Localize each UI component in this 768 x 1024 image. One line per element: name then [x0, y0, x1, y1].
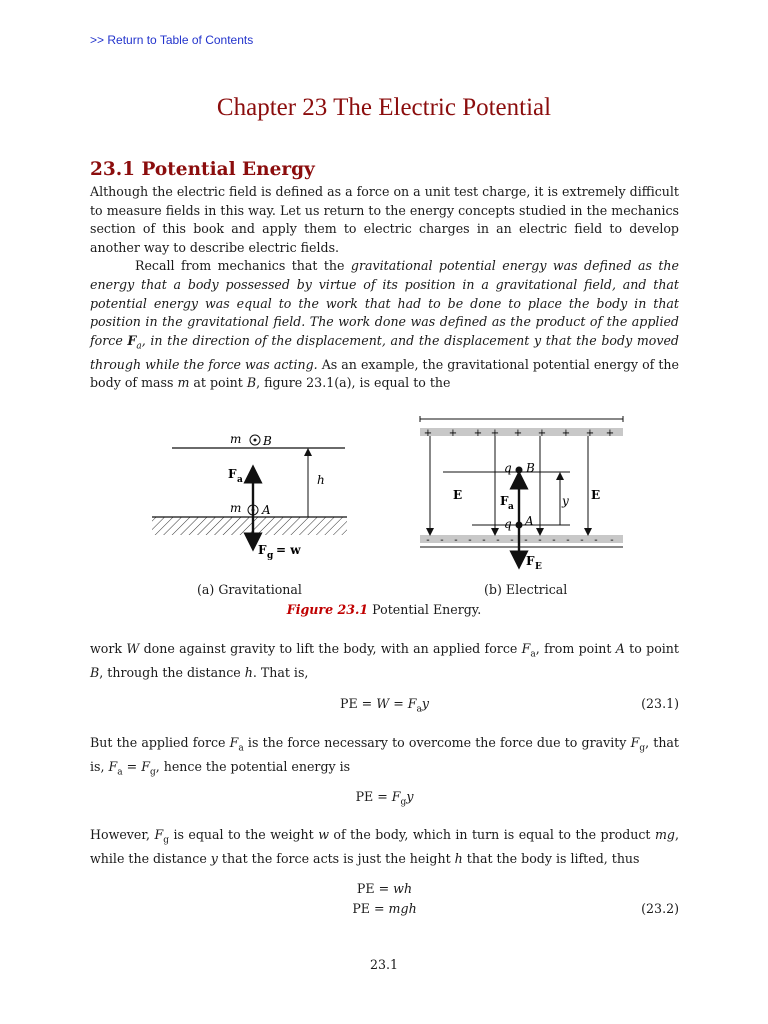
svg-text:g: g: [267, 551, 274, 561]
equation-pe-wh: PE = wh: [356, 881, 413, 896]
label-fa-b: F: [500, 494, 509, 508]
intro-paragraphs: [90, 183, 679, 393]
svg-text:-: -: [566, 535, 570, 546]
svg-text:+: +: [490, 428, 500, 439]
label-h: h: [317, 473, 325, 487]
svg-text:a: a: [508, 502, 514, 512]
label-fg: F: [258, 543, 267, 557]
equation-number: (23.2): [641, 901, 679, 916]
label-e-left: E: [453, 488, 463, 502]
gravitational-diagram: [152, 432, 347, 561]
charge-at-b: [516, 467, 523, 474]
subcaption-b: (b) Electrical: [484, 582, 568, 597]
label-b-b: B: [526, 461, 535, 475]
svg-text:-: -: [538, 535, 542, 546]
svg-text:-: -: [594, 535, 598, 546]
figure-23-1-diagram: [140, 414, 640, 584]
paragraph-5: However, $F_g$ is equal to the weight w of the body, which in turn is equal to the product mg, while the distance y that the force acts is just the height h that the body is lifted, thus: [90, 827, 679, 867]
svg-text:+: +: [605, 428, 615, 439]
svg-text:+: +: [448, 428, 458, 439]
figure-caption: Figure 23.1 Potential Energy.: [286, 602, 482, 617]
label-q-bottom: q: [504, 517, 512, 531]
svg-text:= w: = w: [276, 543, 301, 557]
label-q-top: q: [504, 461, 512, 475]
ground-hatch: [152, 517, 347, 535]
svg-text:-: -: [524, 535, 528, 546]
label-a-b: A: [525, 514, 534, 528]
svg-text:-: -: [440, 535, 444, 546]
label-fe: F: [526, 554, 535, 568]
svg-text:+: +: [561, 428, 571, 439]
paragraph-3: work W done against gravity to lift the body, with an applied force $F_a$, from point A to point B, through the distance h. That is,: [90, 641, 679, 681]
paragraph-4: But the applied force $F_a$ is the force necessary to overcome the force due to gravity $F_g$, that is, $F_a = F_g$, hence the potential energy is: [90, 735, 679, 778]
equation-pe-fg: PE = $F_gy$: [355, 789, 414, 808]
svg-text:-: -: [510, 535, 514, 546]
svg-text:+: +: [513, 428, 523, 439]
svg-text:a: a: [237, 475, 243, 485]
equation-23-1: PE = $W = F_ay$ (23.1): [340, 696, 679, 715]
label-fa: F: [228, 467, 237, 481]
chapter-title: Chapter 23 The Electric Potential: [216, 94, 552, 121]
label-b-a: B: [263, 434, 272, 448]
svg-text:+: +: [537, 428, 547, 439]
label-a-a: A: [262, 503, 271, 517]
paragraph-1: Although the electric field is defined as a force on a unit test charge, it is extremely difficult to measure fields in this way. Let us return to the energy concepts studied in the mechanics section of this book and apply them to electric charges in an electric field to develop another way to describe electric fields.: [90, 184, 679, 255]
equation-number: (23.1): [641, 696, 679, 711]
svg-text:-: -: [496, 535, 500, 546]
svg-text:-: -: [482, 535, 486, 546]
label-y: y: [562, 494, 569, 508]
svg-text:+: +: [423, 428, 433, 439]
page-number: 23.1: [369, 957, 399, 972]
label-m-bottom: m: [230, 501, 242, 515]
svg-text:-: -: [580, 535, 584, 546]
negative-plate: [420, 535, 623, 543]
equation-23-2: PE = mgh (23.2): [352, 901, 679, 916]
label-m-top: m: [230, 432, 242, 446]
plus-signs: [424, 428, 614, 439]
paragraph-2: Recall from mechanics that the gravitational potential energy was defined as the energy that a body possessed by virtue of its position in a gravitational field, and that potential energy was equal to the work that had to be done to place the body in that position in the gravitational field. The work done was defined as the product of the applied force $F_a$, in the direction of the displacement, and the displacement y that the body moved through while the force was acting. As an example, the gravitational potential energy of the body of mass m at point B, figure 23.1(a), is equal to the: [90, 258, 679, 391]
svg-text:-: -: [552, 535, 556, 546]
svg-text:-: -: [610, 535, 614, 546]
electrical-diagram: [420, 416, 623, 572]
return-to-toc-link[interactable]: >> Return to Table of Contents: [90, 33, 254, 47]
svg-text:+: +: [473, 428, 483, 439]
svg-text:E: E: [535, 562, 542, 572]
svg-text:-: -: [468, 535, 472, 546]
label-e-right: E: [591, 488, 601, 502]
svg-text:+: +: [585, 428, 595, 439]
svg-text:-: -: [454, 535, 458, 546]
svg-text:-: -: [426, 535, 430, 546]
section-title: 23.1 Potential Energy: [90, 159, 315, 180]
subcaption-a: (a) Gravitational: [197, 582, 302, 597]
